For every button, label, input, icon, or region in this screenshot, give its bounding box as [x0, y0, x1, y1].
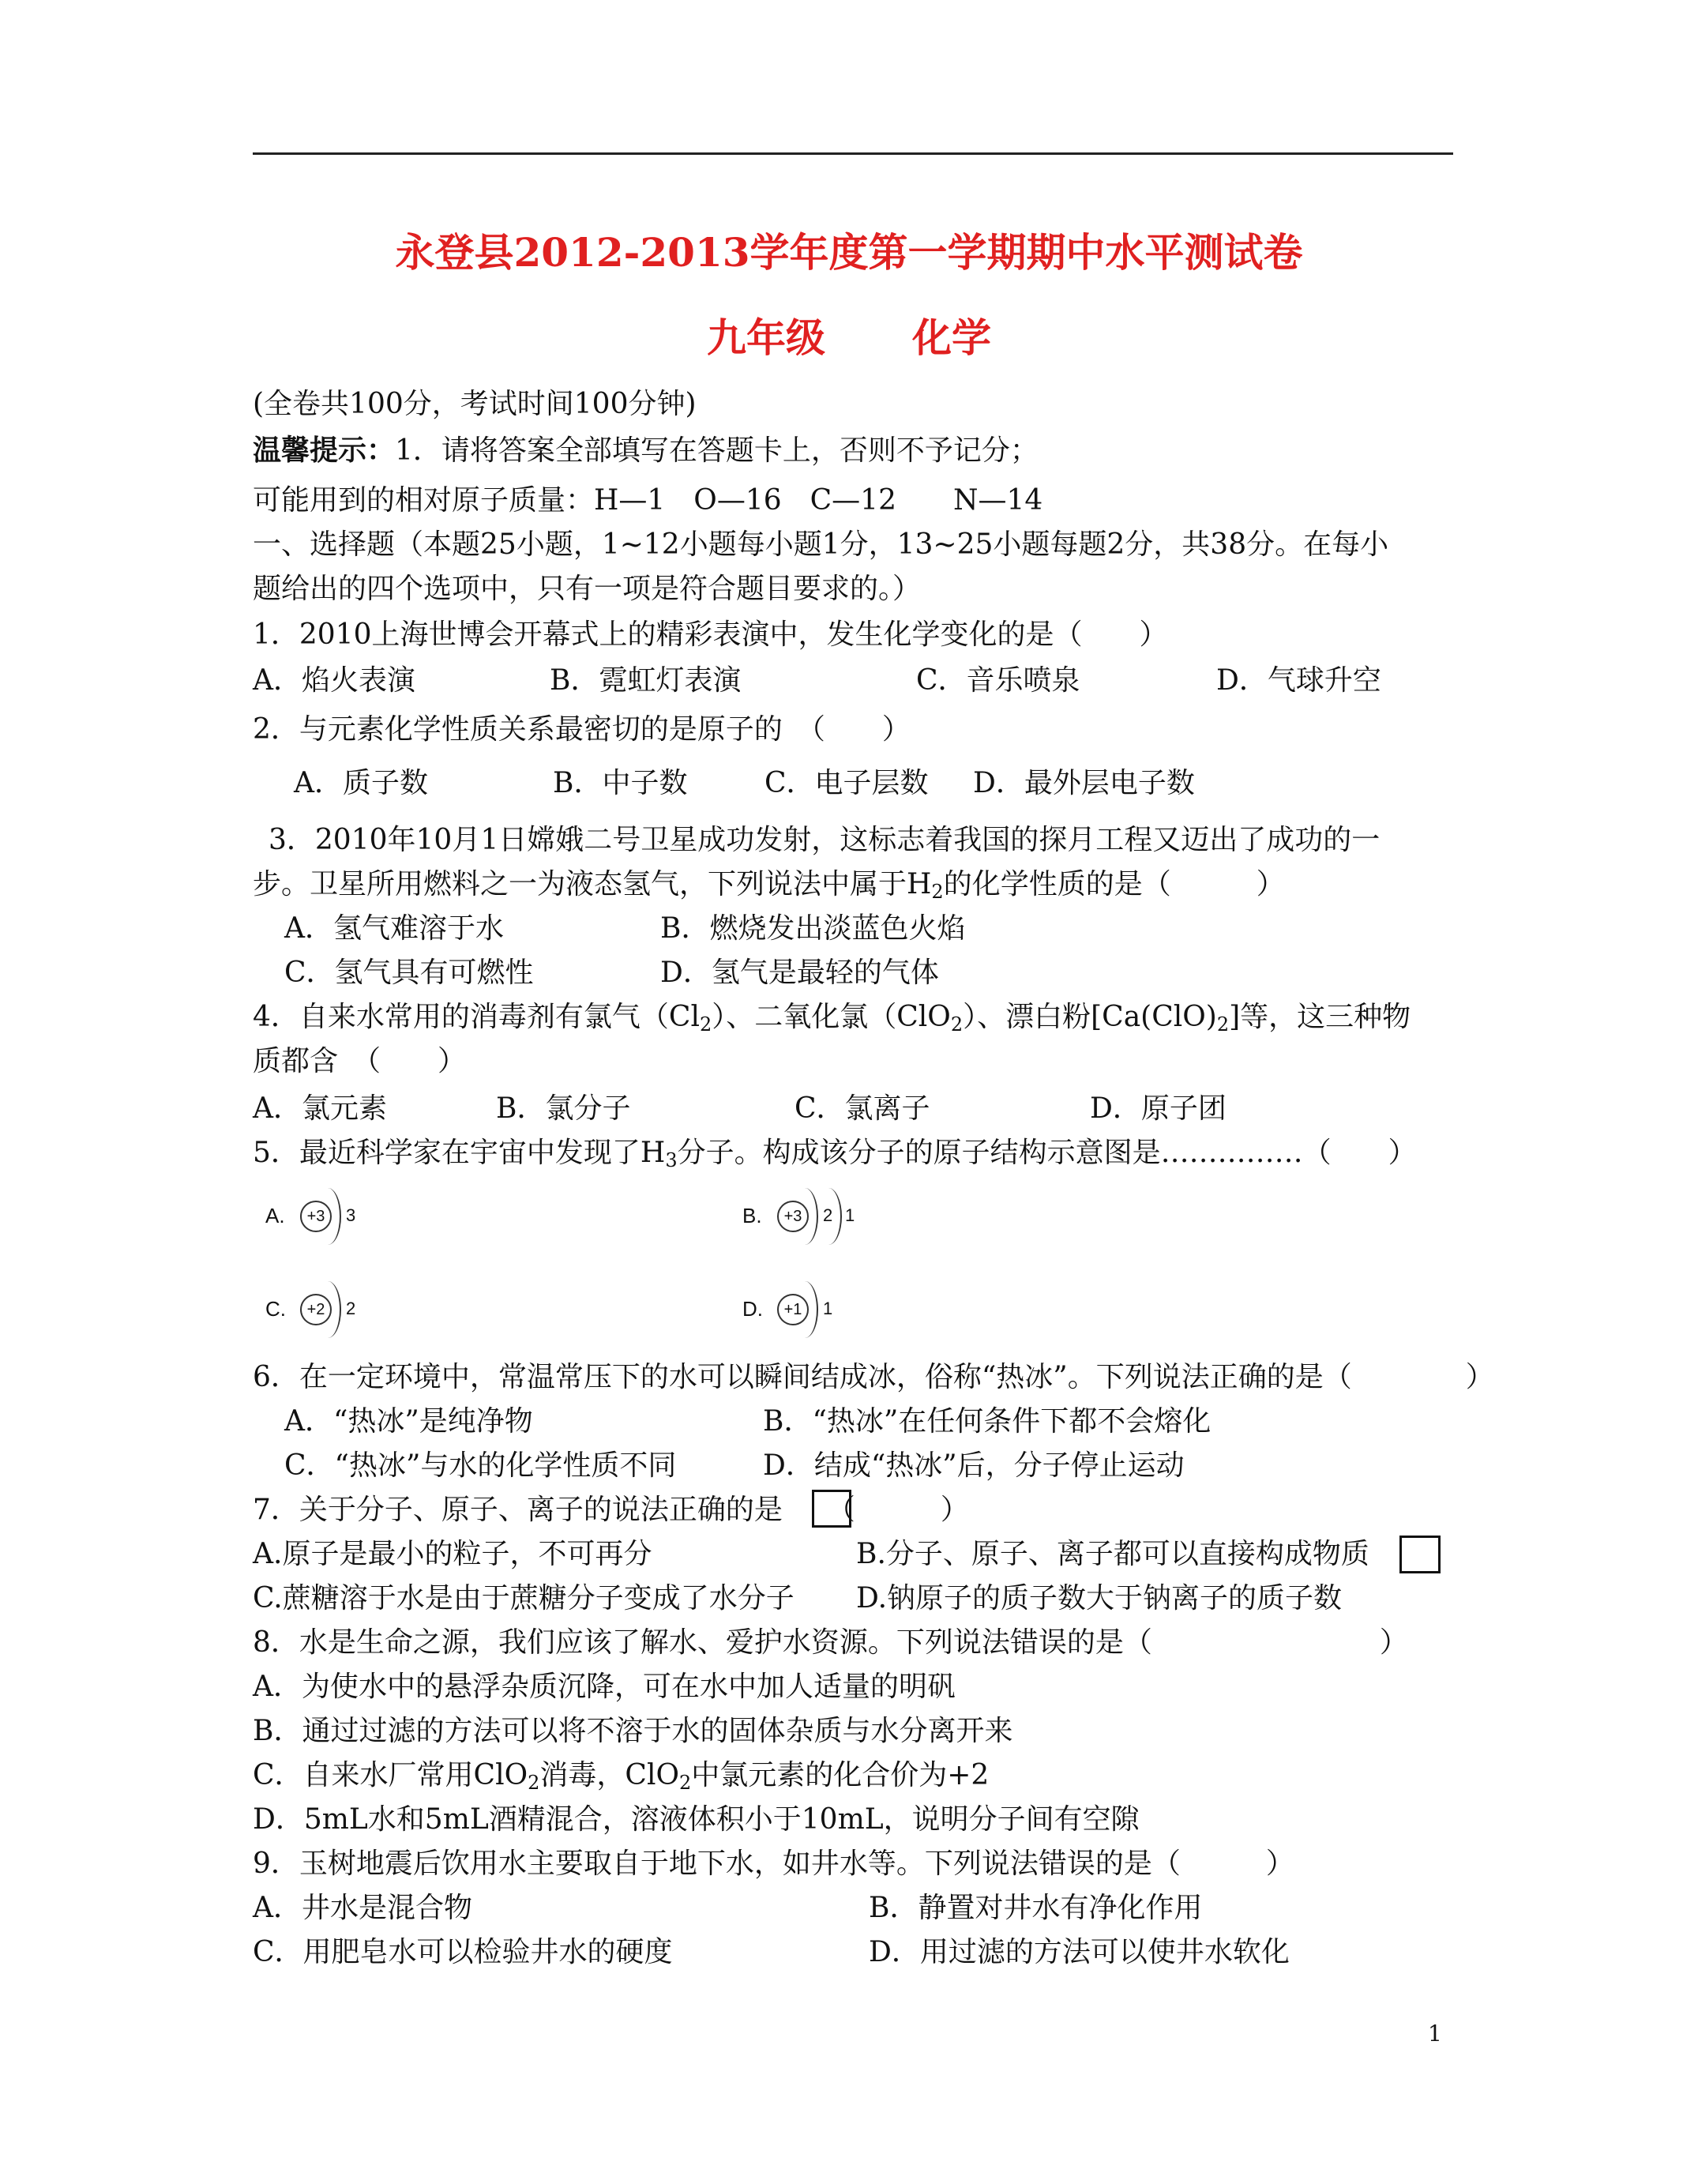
answer-box: [1399, 1536, 1441, 1573]
nucleus: +3: [300, 1201, 332, 1232]
electron-shell: [815, 1188, 842, 1245]
q8-option-c-text: 中氯元素的化合价为+2: [691, 1759, 990, 1791]
tip-label: 温馨提示：: [253, 434, 396, 467]
q7-option-d: D.钠原子的质子数大于钠离子的质子数: [856, 1582, 1343, 1615]
q8-option-c: [253, 1758, 989, 1793]
q7-option-b: B.分子、原子、离子都可以直接构成物质: [856, 1538, 1369, 1570]
header-rule: [253, 152, 1453, 155]
q4-option-d: D．原子团: [1090, 1092, 1227, 1125]
subject-label: 化学: [912, 314, 991, 361]
electron-count: 1: [823, 1299, 833, 1318]
electron-shell: [314, 1281, 341, 1338]
q4-option-c: C．氯离子: [795, 1092, 930, 1125]
q1-option-d: D．气球升空: [1216, 664, 1381, 697]
subscript: 2: [678, 1772, 692, 1794]
q4-stem-line1: [253, 1000, 1411, 1035]
grade-label: 九年级: [707, 314, 825, 361]
q3-stem-line1: 3．2010年10月1日嫦娥二号卫星成功发射，这标志着我国的探月工程又迈出了成功的一: [269, 824, 1381, 856]
q5-stem-text: 分子。构成该分子的原子结构示意图是……………（ ）: [677, 1137, 1417, 1169]
q9-option-c: C．用肥皂水可以检验井水的硬度: [253, 1936, 673, 1968]
q9-stem: 9．玉树地震后饮用水主要取自于地下水，如井水等。下列说法错误的是（ ）: [253, 1848, 1294, 1880]
q8-option-b: B．通过过滤的方法可以将不溶于水的固体杂质与水分离开来: [253, 1715, 1013, 1747]
q1-option-c: C．音乐喷泉: [916, 664, 1080, 697]
q3-option-b: B．燃烧发出淡蓝色火焰: [660, 912, 966, 945]
q6-stem: 6．在一定环境中，常温常压下的水可以瞬间结成冰，俗称“热冰”。下列说法正确的是（ ）: [253, 1361, 1494, 1393]
subscript: 3: [665, 1149, 678, 1171]
q7-stem-text: （ ）: [826, 1494, 969, 1526]
atomic-mass-line: 可能用到的相对原子质量：H—1 O—16 C—12 N—14: [253, 484, 1043, 517]
q4-option-a: A．氯元素: [253, 1092, 387, 1125]
q2-option-c: C．电子层数: [764, 767, 929, 799]
q8-option-d: D．5mL水和5mL酒精混合，溶液体积小于10mL，说明分子间有空隙: [253, 1803, 1140, 1836]
q6-option-c: C．“热冰”与水的化学性质不同: [284, 1449, 677, 1482]
electron-count: 1: [845, 1205, 855, 1225]
q3-option-a: A．氢气难溶于水: [284, 912, 504, 945]
q6-option-b: B．“热冰”在任何条件下都不会熔化: [763, 1405, 1212, 1438]
nucleus: +1: [777, 1294, 809, 1325]
page-number: 1: [1428, 2020, 1442, 2047]
option-label: C.: [265, 1297, 286, 1321]
electron-count: 2: [823, 1205, 833, 1225]
exam-title: 永登县2012-2013学年度第一学期期中水平测试卷: [395, 229, 1303, 276]
section1-desc-line2: 题给出的四个选项中，只有一项是符合题目要求的。）: [253, 573, 922, 605]
q3-option-d: D．氢气是最轻的气体: [660, 957, 939, 989]
subscript: 2: [699, 1013, 712, 1036]
q2-option-d: D．最外层电子数: [973, 767, 1195, 799]
q9-option-b: B．静置对井水有净化作用: [869, 1892, 1203, 1924]
q4-stem-text: ）、二氧化氯（ClO: [712, 1001, 951, 1033]
q2-option-a: A．质子数: [294, 767, 428, 799]
electron-shell: [314, 1188, 341, 1245]
subscript: 2: [528, 1772, 540, 1794]
q8-stem: 8．水是生命之源，我们应该了解水、爱护水资源。下列说法错误的是（ ）: [253, 1626, 1408, 1659]
q5-stem-text: 5．最近科学家在宇宙中发现了H: [253, 1137, 666, 1169]
q7-stem: [253, 1493, 969, 1528]
answer-box: [812, 1490, 851, 1528]
q3-option-c: C．氢气具有可燃性: [284, 957, 534, 989]
q8-option-c-text: 消毒，ClO: [539, 1759, 679, 1791]
q3-stem-text: 的化学性质的是（ ）: [943, 868, 1285, 900]
q4-stem-text: ）、漂白粉[Ca(ClO): [963, 1001, 1217, 1033]
subscript: 2: [1216, 1013, 1230, 1036]
option-label: A.: [265, 1204, 285, 1227]
subscript: 2: [950, 1013, 964, 1036]
q4-option-b: B．氯分子: [496, 1092, 631, 1125]
exam-info: (全卷共100分，考试时间100分钟): [253, 388, 697, 420]
electron-shell: [791, 1188, 818, 1245]
section1-heading: [253, 528, 1388, 562]
q7-option-c: C.蔗糖溶于水是由于蔗糖分子变成了水分子: [253, 1582, 795, 1615]
q9-option-a: A．井水是混合物: [253, 1892, 472, 1924]
q1-option-b: B．霓虹灯表演: [550, 664, 742, 697]
nucleus: +3: [777, 1201, 809, 1232]
q4-stem-text: 4．自来水常用的消毒剂有氯气（Cl: [253, 1001, 700, 1033]
electron-count: 3: [346, 1205, 356, 1225]
exam-subtitle: [0, 314, 1698, 362]
q6-option-d: D．结成“热冰”后，分子停止运动: [763, 1449, 1185, 1482]
subscript: 2: [931, 881, 944, 903]
section1-desc: （本题25小题，1~12小题每小题1分，13~25小题每题2分，共38分。在每小: [395, 528, 1389, 561]
q7-option-a: A.原子是最小的粒子，不可再分: [253, 1538, 652, 1570]
q1-option-a: A．焰火表演: [253, 664, 415, 697]
tip-line: [253, 433, 1039, 468]
q2-option-b: B．中子数: [553, 767, 688, 799]
q9-option-d: D．用过滤的方法可以使井水软化: [869, 1936, 1290, 1968]
q5-stem: [253, 1136, 1417, 1171]
q2-stem: 2．与元素化学性质关系最密切的是原子的 （ ）: [253, 713, 911, 746]
section1-label: 一、选择题: [253, 528, 396, 561]
q1-stem: 1．2010上海世博会开幕式上的精彩表演中，发生化学变化的是（ ）: [253, 618, 1168, 651]
q3-stem-line2: [253, 867, 1285, 902]
q8-option-a: A．为使水中的悬浮杂质沉降，可在水中加人适量的明矾: [253, 1671, 956, 1703]
tip-text: 1．请将答案全部填写在答题卡上，否则不予记分；: [395, 434, 1039, 467]
option-label: B.: [742, 1204, 762, 1227]
option-label: D.: [742, 1297, 763, 1321]
q7-stem-text: 7．关于分子、原子、离子的说法正确的是: [253, 1494, 783, 1526]
electron-count: 2: [346, 1299, 356, 1318]
q4-stem-line2: 质都含 （ ）: [253, 1045, 467, 1077]
nucleus: +2: [300, 1294, 332, 1325]
q6-option-a: A．“热冰”是纯净物: [284, 1405, 533, 1438]
q4-stem-text: ]等，这三种物: [1229, 1001, 1411, 1033]
q3-stem-text: 步。卫星所用燃料之一为液态氢气，下列说法中属于H: [253, 868, 932, 900]
q8-option-c-text: C．自来水厂常用ClO: [253, 1759, 528, 1791]
electron-shell: [791, 1281, 818, 1338]
